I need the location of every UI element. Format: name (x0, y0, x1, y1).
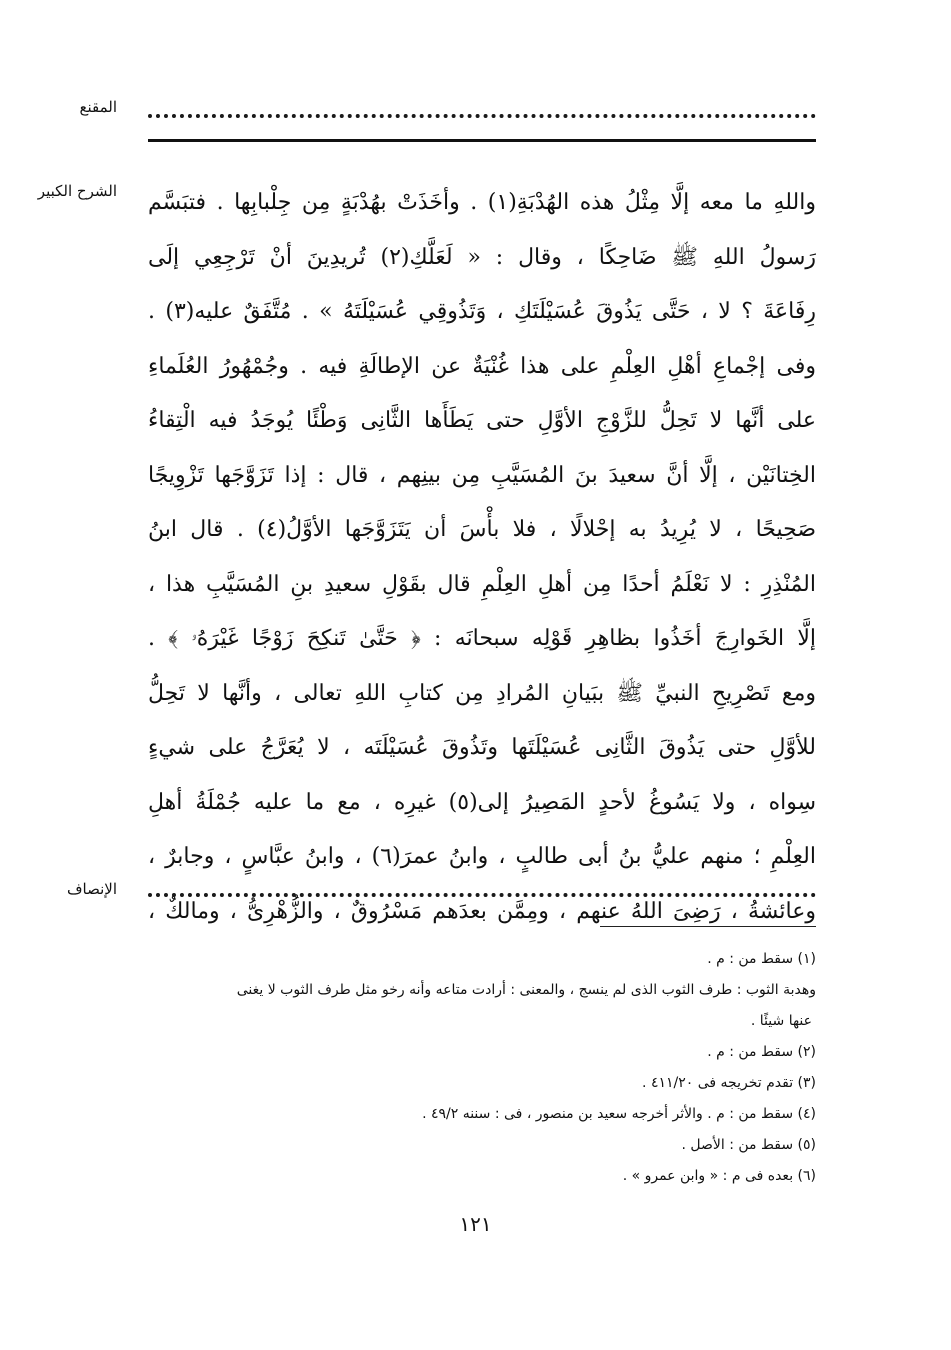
text-line: وفى إجْماعِ أهْلِ العِلْمِ على هذا غُنْيَةٌ عن الإطالَةِ فيه . وجُمْهُورُ العُلَماءِ (148, 353, 816, 379)
footnote: (٦) بعده فى م : « وابن عمرو » . (622, 1168, 816, 1184)
footnote: (٣) تقدم تخريجه فى ٤١١/٢٠ . (642, 1075, 816, 1091)
text-line: إلَّا الخَوارِجَ أخَذُوا بظاهِرِ قَوْلِه سبحانَه : ﴿ حَتَّىٰ تَنكِحَ زَوْجًا غَيْرَهُۥ ﴾ . (148, 626, 816, 651)
footnotes (148, 944, 816, 1192)
text-line: صَحِيحًا ، لا يُرِيدُ به إحْلالًا ، فلا بأْسَ أن يَتَزَوَّجَها الأوَّلُ(٤) . قال ابنُ (148, 517, 816, 542)
text-line: للأوَّلِ حتى يَذُوقَ الثَّانِى عُسَيْلَتَها وتَذُوقَ عُسَيْلَتَه ، لا يُعَرَّجُ على شيءٍ (148, 735, 816, 760)
header-dotted-rule (148, 114, 816, 118)
text-line: الخِتانَيْن ، إلَّا أنَّ سعيدَ بنَ المُسَيَّبِ مِن بينِهم ، قال : إذا تَزَوَّجَها تَزْوِيجًا (148, 462, 816, 488)
page-number: ١٢١ (459, 1212, 492, 1236)
footnote-continuation: عنها شيئًا . (750, 1013, 812, 1029)
text-line: ومع تَصْرِيحِ النبيِّ ﷺ ببَيانِ المُرادِ مِن كتابِ اللهِ تعالى ، وأنَّها لا تَحِلُّ (148, 680, 816, 706)
text-line: العِلْمِ ؛ منهم عليُّ بنُ أبى طالبٍ ، وابنُ عمرَ(٦) ، وابنُ عبَّاسٍ ، وجابرٌ ، (148, 844, 816, 869)
text-line: واللهِ ما معه إلَّا مِثْلُ هذه الهُدْبَةِ(١) . وأخَذَتْ بهُدْبَةٍ مِن جِلْبابِها . فتبَسَّم (148, 190, 816, 215)
header-solid-rule (148, 139, 816, 142)
footnote: (٤) سقط من : م . والأثر أخرجه سعيد بن منصور ، فى : سننه ٤٩/٢ . (422, 1106, 816, 1122)
text-line: سِواه ، ولا يَسُوغُ لأحدٍ المَصِيرُ إلى(٥) غيرِه ، مع ما عليه جُمْلَةُ أهلِ (148, 789, 816, 815)
footnote: (٥) سقط من : الأصل . (681, 1137, 816, 1153)
text-line: وعائشةُ ، رَضِىَ اللهُ عنهم ، ومِمَّن بعدَهم مَسْرُوقٌ ، والزُّهْرِىُّ ، ومالكٌ ، (148, 898, 816, 924)
text-line: رَسولُ اللهِ ﷺ ضَاحِكًا ، وقال : « لَعَلَّكِ(٢) تُريدِينَ أنْ تَرْجِعِي إلَى (148, 244, 816, 270)
text-line: المُنْذِرِ : لا نَعْلَمُ أحدًا مِن أهلِ العِلْمِ قال بقَوْلِ سعيدِ بنِ المُسَيَّبِ هذا ، (148, 571, 816, 597)
text-line: رِفَاعَةَ ؟ لا ، حَتَّى يَذُوقَ عُسَيْلَتَكِ ، وَتَذُوقِي عُسَيْلَتَهُ » . مُتَّفَقٌ عليه(٣) . (148, 299, 816, 324)
insaf-label: الإنصاف (66, 880, 117, 898)
sharh-label: الشرح الكبير (37, 182, 117, 200)
footnote: (٢) سقط من : م . (707, 1044, 816, 1060)
main-text (148, 176, 816, 939)
header-book-label: المقنع (79, 98, 117, 116)
text-line: على أنَّها لا تَحِلُّ للزَّوْجِ الأوَّلِ حتى يَطَأَها الثَّانِى وَطْئًا يُوجَدُ فيه الْتِقاءُ (148, 408, 816, 433)
footnote-separator (600, 926, 816, 927)
insaf-dotted-rule (148, 893, 816, 897)
footnote: (١) سقط من : م . (707, 951, 816, 967)
footnote: وهدبة الثوب : طرف الثوب الذى لم ينسج ، والمعنى : أرادت متاعه وأنه رخو مثل طرف الثوب لا يغنى (236, 982, 816, 998)
